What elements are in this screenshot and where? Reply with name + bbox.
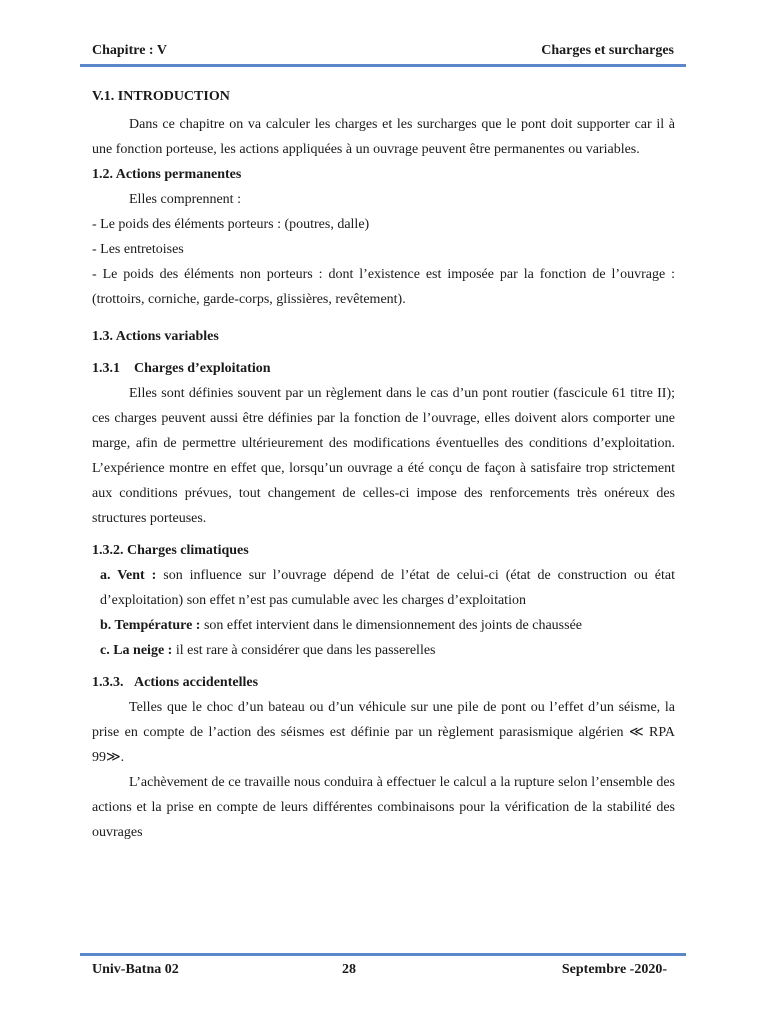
exploitation-heading xyxy=(92,356,675,381)
exploitation-number: 1.3.1 xyxy=(92,361,120,376)
climatic-item-label: c. La neige : xyxy=(100,643,173,658)
climatic-heading: 1.3.2. Charges climatiques xyxy=(92,543,249,558)
footer-rule xyxy=(80,953,686,956)
header-chapter: Chapitre : V xyxy=(92,43,167,58)
page-footer xyxy=(92,962,667,982)
permanent-item: - Le poids des éléments non porteurs : dont l’existence est imposée par la fonction de l’ouvrage : (trottoirs, corniche, garde-corps, glissières, revêtement). xyxy=(92,267,675,307)
exploitation-title: Charges d’exploitation xyxy=(134,361,271,376)
climatic-item-label: a. Vent : xyxy=(100,568,157,583)
header-rule xyxy=(80,64,686,67)
permanent-heading: 1.2. Actions permanentes xyxy=(92,167,242,182)
intro-heading: V.1. INTRODUCTION xyxy=(92,89,230,104)
climatic-item-text: son influence sur l’ouvrage dépend de l’état de celui-ci (état de construction ou état d’exploitation) son effet n’est pas cumulable avec les charges d’exploitation xyxy=(100,568,675,608)
variable-heading: 1.3. Actions variables xyxy=(92,329,219,344)
climatic-item-label: b. Température : xyxy=(100,618,201,633)
climatic-item xyxy=(92,613,675,638)
accidental-number: 1.3.3. xyxy=(92,675,124,690)
header-title: Charges et surcharges xyxy=(541,43,674,58)
climatic-item-text: il est rare à considérer que dans les passerelles xyxy=(172,643,436,658)
page-content xyxy=(92,84,675,845)
conclusion-paragraph: L’achèvement de ce travaille nous conduira à effectuer le calcul a la rupture selon l’ensemble des actions et la prise en compte de leurs différentes combinaisons pour la vérification de la stabilité des ouvrages xyxy=(92,775,675,840)
accidental-title: Actions accidentelles xyxy=(134,675,259,690)
climatic-item xyxy=(92,638,675,663)
exploitation-paragraph: Elles sont définies souvent par un règlement dans le cas d’un pont routier (fascicule 61 titre II); ces charges peuvent aussi être définies par la fonction de l’ouvrage, elles doivent alors comporter une marge, afin de permettre ultérieurement des modifications éventuelles des conditions d’exploitation. L’expérience montre en effet que, lorsqu’un ouvrage a été conçu de façon à satisfaire trop strictement aux conditions prévues, tout changement de celles-ci impose des renforcements très onéreux des structures porteuses. xyxy=(92,386,675,526)
accidental-heading xyxy=(92,670,675,695)
climatic-item xyxy=(92,563,675,613)
accidental-paragraph: Telles que le choc d’un bateau ou d’un véhicule sur une pile de pont ou l’effet d’un séisme, la prise en compte de l’action des séismes est définie par un règlement parasismique algérien ≪ RPA 99≫. xyxy=(92,700,675,765)
climatic-item-text: son effet intervient dans le dimensionnement des joints de chaussée xyxy=(200,618,583,633)
footer-date: Septembre -2020- xyxy=(561,962,667,977)
footer-page-number: 28 xyxy=(342,962,356,977)
permanent-item: - Le poids des éléments porteurs : (poutres, dalle) xyxy=(92,217,370,232)
intro-paragraph: Dans ce chapitre on va calculer les charges et les surcharges que le pont doit supporter car il à une fonction porteuse, les actions appliquées à un ouvrage peuvent être permanentes ou variables. xyxy=(92,117,675,157)
footer-university: Univ-Batna 02 xyxy=(92,962,179,977)
permanent-lead: Elles comprennent : xyxy=(129,192,241,207)
permanent-item: - Les entretoises xyxy=(92,242,184,257)
page-header xyxy=(92,43,674,63)
